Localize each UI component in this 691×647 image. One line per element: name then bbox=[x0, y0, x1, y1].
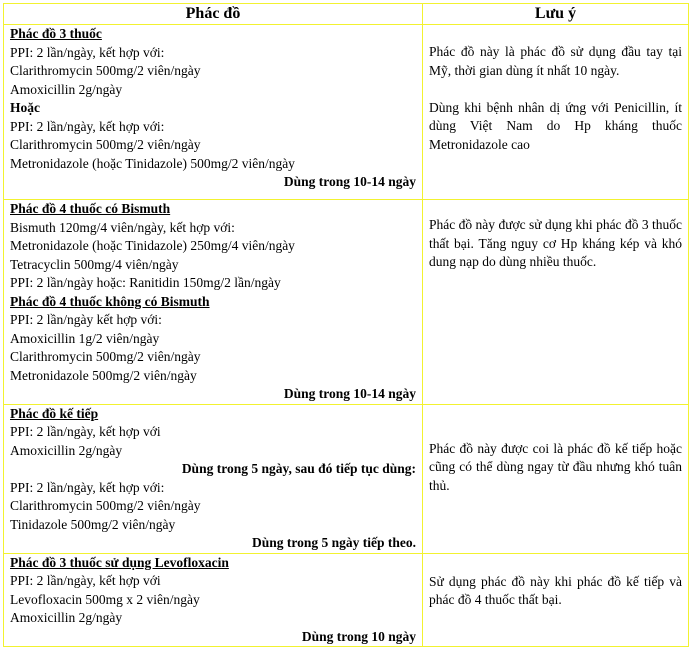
note-text: Phác đồ này được coi là phác đồ kế tiếp hoặc cũng có thể dùng ngay từ đầu nhưng khó tuân thủ. bbox=[429, 440, 682, 493]
regimen-title: Phác đồ 3 thuốc bbox=[10, 26, 102, 41]
duration: Dùng trong 10 ngày bbox=[301, 628, 416, 644]
regimen-line: Metronidazole (hoặc Tinidazole) 250mg/4 viên/ngày bbox=[10, 238, 295, 253]
regimen-line: Metronidazole 500mg/2 viên/ngày bbox=[10, 367, 197, 383]
regimen-table bbox=[3, 3, 689, 647]
regimen-line: PPI: 2 lần/ngày, kết hợp với bbox=[10, 424, 161, 439]
table-row bbox=[4, 200, 689, 405]
regimen-line: Clarithromycin 500mg/2 viên/ngày bbox=[10, 349, 201, 364]
note-text: Phác đồ này được sử dụng khi phác đồ 3 thuốc thất bại. Tăng nguy cơ Hp kháng kép và khó dung nạp do dùng nhiều thuốc. bbox=[429, 217, 682, 269]
regimen-line: Amoxicillin 2g/ngày bbox=[10, 442, 123, 458]
note-cell bbox=[423, 553, 689, 647]
regimen-cell bbox=[4, 404, 423, 553]
regimen-line: PPI: 2 lần/ngày, kết hợp với bbox=[10, 573, 161, 588]
regimen-line: PPI: 2 lần/ngày, kết hợp với: bbox=[10, 479, 165, 495]
regimen-line: Amoxicillin 2g/ngày bbox=[10, 610, 123, 625]
regimen-cell bbox=[4, 25, 423, 200]
regimen-line: Tinidazole 500mg/2 viên/ngày bbox=[10, 516, 176, 532]
note-cell bbox=[423, 25, 689, 200]
regimen-cell bbox=[4, 200, 423, 405]
header-regimen: Phác đồ bbox=[4, 4, 423, 25]
table-row bbox=[4, 404, 689, 553]
duration: Dùng trong 5 ngày tiếp theo. bbox=[251, 535, 416, 550]
regimen-title: Phác đồ 3 thuốc sử dụng Levofloxacin bbox=[10, 554, 229, 570]
regimen-line: Tetracyclin 500mg/4 viên/ngày bbox=[10, 256, 179, 272]
regimen-line: PPI: 2 lần/ngày kết hợp với: bbox=[10, 312, 162, 327]
regimen-line: Levofloxacin 500mg x 2 viên/ngày bbox=[10, 591, 200, 607]
regimen-line: PPI: 2 lần/ngày, kết hợp với: bbox=[10, 44, 165, 60]
regimen-title: Phác đồ kế tiếp bbox=[10, 405, 99, 421]
regimen-line: Metronidazole (hoặc Tinidazole) 500mg/2 viên/ngày bbox=[10, 155, 295, 171]
regimen-line: Clarithromycin 500mg/2 viên/ngày bbox=[10, 63, 201, 78]
regimen-subtitle: Phác đồ 4 thuốc không có Bismuth bbox=[10, 293, 210, 309]
regimen-cell bbox=[4, 553, 423, 647]
mid-duration: Dùng trong 5 ngày, sau đó tiếp tục dùng: bbox=[181, 461, 416, 476]
note-text: Phác đồ này là phác đồ sử dụng đầu tay tại Mỹ, thời gian dùng ít nhất 10 ngày. bbox=[429, 44, 682, 78]
table-row bbox=[4, 553, 689, 647]
regimen-line: Amoxicillin 2g/ngày bbox=[10, 81, 123, 97]
note-text: Sử dụng phác đồ này khi phác đồ kế tiếp và phác đồ 4 thuốc thất bại. bbox=[429, 573, 682, 607]
duration: Dùng trong 10-14 ngày bbox=[283, 174, 416, 189]
regimen-line: Clarithromycin 500mg/2 viên/ngày bbox=[10, 137, 201, 152]
duration: Dùng trong 10-14 ngày bbox=[283, 386, 416, 401]
header-row bbox=[4, 4, 689, 25]
table-row bbox=[4, 25, 689, 200]
note-cell bbox=[423, 404, 689, 553]
regimen-line: Amoxicillin 1g/2 viên/ngày bbox=[10, 330, 160, 346]
regimen-line: Clarithromycin 500mg/2 viên/ngày bbox=[10, 498, 201, 513]
regimen-title: Phác đồ 4 thuốc có Bismuth bbox=[10, 201, 171, 216]
or-label: Hoặc bbox=[10, 100, 40, 115]
regimen-line: Bismuth 120mg/4 viên/ngày, kết hợp với: bbox=[10, 219, 235, 235]
note-text: Dùng khi bệnh nhân dị ứng với Penicillin, ít dùng Việt Nam do Hp kháng thuốc Metronidazole cao bbox=[429, 99, 682, 152]
note-cell bbox=[423, 200, 689, 405]
regimen-line: PPI: 2 lần/ngày hoặc: Ranitidin 150mg/2 lần/ngày bbox=[10, 275, 281, 290]
header-note: Lưu ý bbox=[423, 4, 689, 25]
regimen-line: PPI: 2 lần/ngày, kết hợp với: bbox=[10, 118, 165, 134]
